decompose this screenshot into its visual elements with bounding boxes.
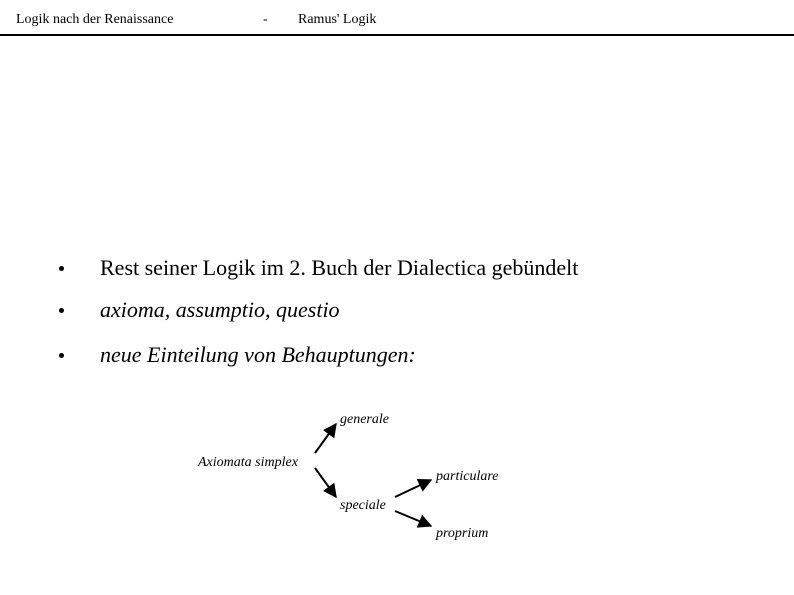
arrow-to-particulare <box>395 480 431 497</box>
diagram-label-particulare: particulare <box>436 469 499 484</box>
arrow-to-speciale <box>315 468 336 497</box>
header-left-title: Logik nach der Renaissance <box>16 12 174 27</box>
arrow-to-proprium <box>395 511 431 526</box>
bullet-text: neue Einteilung von Behauptungen: <box>100 342 416 367</box>
diagram-label-speciale: speciale <box>340 498 386 513</box>
bullet-text: axioma, assumptio, questio <box>100 297 340 322</box>
header-separator: - <box>263 12 268 27</box>
arrow-to-generale <box>315 424 336 453</box>
bullet-text: Rest seiner Logik im 2. Buch der Dialectica gebündelt <box>100 255 579 280</box>
header-right-title: Ramus' Logik <box>298 12 377 27</box>
diagram-label-generale: generale <box>340 412 389 427</box>
diagram-label-proprium: proprium <box>436 526 489 541</box>
diagram-label-root: Axiomata simplex <box>198 455 298 470</box>
